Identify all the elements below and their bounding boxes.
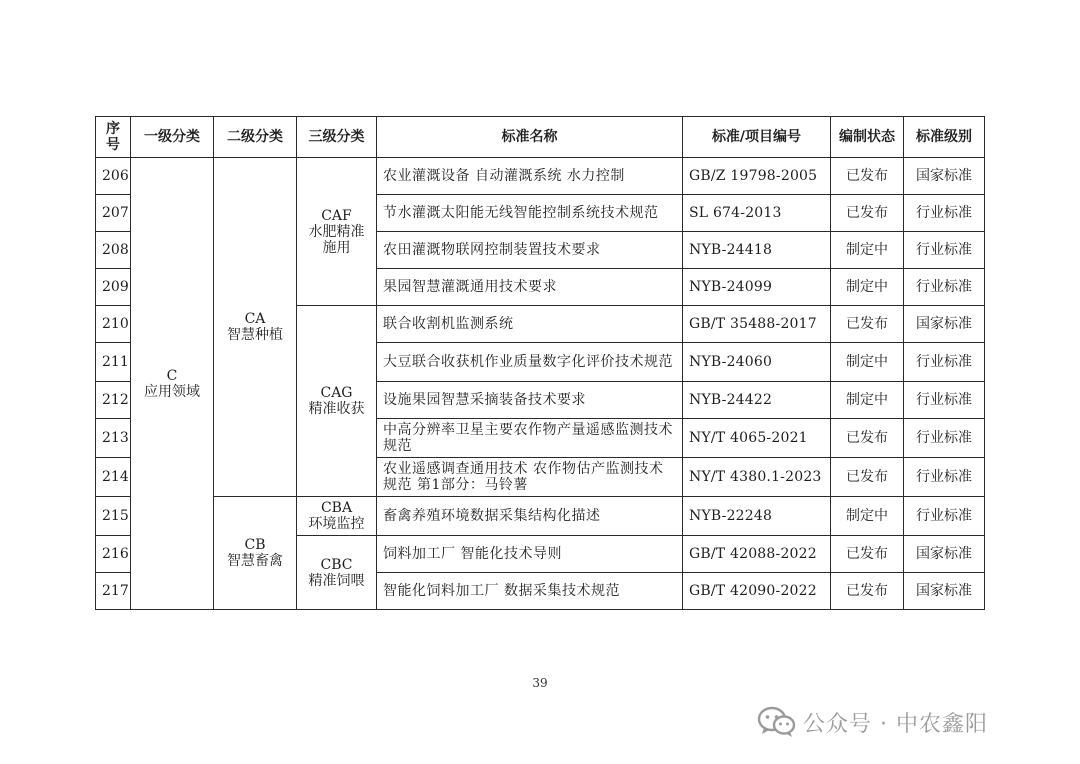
status-cell: 制定中 [831, 232, 904, 269]
seq-cell: 215 [96, 497, 131, 536]
status-cell: 制定中 [831, 269, 904, 306]
category-l3-cell [297, 497, 377, 536]
status-cell: 已发布 [831, 458, 904, 497]
category-l1-cell [131, 158, 214, 610]
level-cell: 行业标准 [904, 269, 985, 306]
category-l2-name: 智慧畜禽 [227, 553, 283, 569]
header-status: 编制状态 [831, 117, 904, 158]
standard-name-cell: 果园智慧灌溉通用技术要求 [377, 269, 683, 306]
status-cell: 已发布 [831, 536, 904, 573]
seq-cell: 214 [96, 458, 131, 497]
category-l3-cell [297, 158, 377, 306]
seq-cell: 208 [96, 232, 131, 269]
status-cell: 已发布 [831, 158, 904, 195]
header-level1: 一级分类 [131, 117, 214, 158]
status-cell: 制定中 [831, 343, 904, 382]
standard-name-cell: 智能化饲料加工厂 数据采集技术规范 [377, 573, 683, 610]
standard-code-cell: GB/T 42088-2022 [683, 536, 831, 573]
standard-name-cell: 农田灌溉物联网控制装置技术要求 [377, 232, 683, 269]
header-name: 标准名称 [377, 117, 683, 158]
wechat-icon [757, 706, 797, 738]
standard-code-cell: NYB-24422 [683, 382, 831, 419]
category-l3-name: 精准饲喂 [308, 572, 365, 589]
standard-code-cell: NYB-24418 [683, 232, 831, 269]
category-l3-cell [297, 536, 377, 610]
standard-name-cell: 节水灌溉太阳能无线智能控制系统技术规范 [377, 195, 683, 232]
category-l2-cell [214, 158, 297, 497]
standard-code-cell: NYB-24060 [683, 343, 831, 382]
header-seq [96, 117, 131, 158]
category-l2-code: CB [244, 537, 266, 553]
seq-cell: 212 [96, 382, 131, 419]
level-cell: 行业标准 [904, 382, 985, 419]
status-cell: 已发布 [831, 306, 904, 343]
standard-name-cell: 设施果园智慧采摘装备技术要求 [377, 382, 683, 419]
category-l3-name: 环境监控 [308, 516, 365, 532]
category-l3-name: 施用 [322, 239, 351, 256]
standard-code-cell: NY/T 4380.1-2023 [683, 458, 831, 497]
standard-name-cell: 大豆联合收获机作业质量数字化评价技术规范 [377, 343, 683, 382]
header-level2: 二级分类 [214, 117, 297, 158]
seq-cell: 207 [96, 195, 131, 232]
standard-code-cell: NY/T 4065-2021 [683, 419, 831, 458]
seq-cell: 210 [96, 306, 131, 343]
header-seq-text: 序号 [106, 121, 120, 153]
table-row [96, 497, 985, 536]
standard-name-cell: 农业遥感调查通用技术 农作物估产监测技术规范 第1部分：马铃薯 [377, 458, 683, 497]
level-cell: 国家标准 [904, 536, 985, 573]
category-l1-name: 应用领域 [144, 383, 200, 400]
category-l2-cell [214, 497, 297, 610]
category-l2-code: CA [244, 311, 266, 327]
status-cell: 制定中 [831, 382, 904, 419]
level-cell: 国家标准 [904, 573, 985, 610]
seq-cell: 211 [96, 343, 131, 382]
standards-table [95, 116, 985, 610]
table-row [96, 158, 985, 195]
standard-code-cell: NYB-22248 [683, 497, 831, 536]
category-l3-code: CBC [320, 556, 353, 573]
level-cell: 国家标准 [904, 158, 985, 195]
standard-name-cell: 饲料加工厂 智能化技术导则 [377, 536, 683, 573]
seq-cell: 216 [96, 536, 131, 573]
watermark-text: 公众号 · 中农鑫阳 [803, 711, 988, 737]
standard-name-cell: 联合收割机监测系统 [377, 306, 683, 343]
category-l2-name: 智慧种植 [227, 327, 283, 343]
category-l1-code: C [166, 367, 178, 384]
watermark [757, 706, 988, 738]
seq-cell: 209 [96, 269, 131, 306]
standard-name-cell: 畜禽养殖环境数据采集结构化描述 [377, 497, 683, 536]
category-l3-name: 水肥精准 [308, 223, 365, 240]
level-cell: 行业标准 [904, 458, 985, 497]
category-l3-code: CAF [321, 207, 352, 224]
seq-cell: 217 [96, 573, 131, 610]
standard-code-cell: NYB-24099 [683, 269, 831, 306]
header-level3: 三级分类 [297, 117, 377, 158]
category-l3-cell [297, 306, 377, 497]
standard-name-cell: 中高分辨率卫星主要农作物产量遥感监测技术规范 [377, 419, 683, 458]
header-code: 标准/项目编号 [683, 117, 831, 158]
standard-code-cell: GB/T 42090-2022 [683, 573, 831, 610]
category-l3-code: CAG [320, 385, 353, 401]
level-cell: 行业标准 [904, 232, 985, 269]
level-cell: 行业标准 [904, 419, 985, 458]
status-cell: 已发布 [831, 419, 904, 458]
level-cell: 行业标准 [904, 343, 985, 382]
level-cell: 国家标准 [904, 306, 985, 343]
status-cell: 已发布 [831, 195, 904, 232]
level-cell: 行业标准 [904, 195, 985, 232]
seq-cell: 206 [96, 158, 131, 195]
page-number: 39 [532, 676, 548, 690]
category-l3-name: 精准收获 [308, 401, 365, 417]
standard-name-cell: 农业灌溉设备 自动灌溉系统 水力控制 [377, 158, 683, 195]
standard-code-cell: GB/T 35488-2017 [683, 306, 831, 343]
seq-cell: 213 [96, 419, 131, 458]
header-row [96, 117, 985, 158]
level-cell: 行业标准 [904, 497, 985, 536]
header-level: 标准级别 [904, 117, 985, 158]
category-l3-code: CBA [320, 500, 353, 516]
standard-code-cell: SL 674-2013 [683, 195, 831, 232]
status-cell: 制定中 [831, 497, 904, 536]
standard-code-cell: GB/Z 19798-2005 [683, 158, 831, 195]
status-cell: 已发布 [831, 573, 904, 610]
